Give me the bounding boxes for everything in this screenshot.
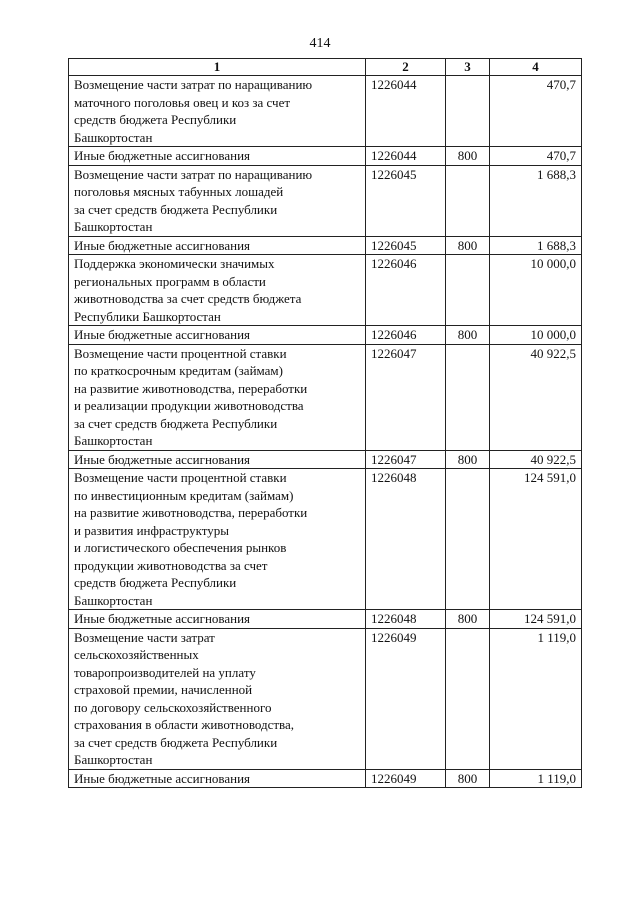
row-name: Возмещение части затрат по наращиванию маточного поголовья овец и коз за счет средств бюджета Республики Башкортостан	[69, 76, 366, 147]
header-col-4: 4	[490, 59, 582, 76]
row-name: Возмещение части процентной ставки по краткосрочным кредитам (займам) на развитие животноводства, переработки и реализации продукции животноводства за счет средств бюджета Республики Башкортостан	[69, 344, 366, 450]
row-amount: 1 688,3	[490, 236, 582, 255]
table-row	[69, 236, 582, 255]
table-row	[69, 610, 582, 629]
table-row	[69, 147, 582, 166]
row-name: Возмещение части процентной ставки по инвестиционным кредитам (займам) на развитие животноводства, переработки и развития инфраструктуры и логистического обеспечения рынков продукции животноводства за счет средств бюджета Республики Башкортостан	[69, 469, 366, 610]
header-col-3: 3	[446, 59, 490, 76]
row-code: 1226048	[366, 469, 446, 610]
row-code: 1226045	[366, 236, 446, 255]
row-expense-type	[446, 255, 490, 326]
table-row	[69, 344, 582, 450]
row-name: Иные бюджетные ассигнования	[69, 147, 366, 166]
row-name: Иные бюджетные ассигнования	[69, 769, 366, 788]
row-amount: 124 591,0	[490, 469, 582, 610]
table-row	[69, 165, 582, 236]
row-expense-type	[446, 76, 490, 147]
row-expense-type: 800	[446, 147, 490, 166]
table-body	[69, 76, 582, 788]
row-expense-type: 800	[446, 769, 490, 788]
row-amount: 10 000,0	[490, 326, 582, 345]
table-row	[69, 326, 582, 345]
row-amount: 1 119,0	[490, 628, 582, 769]
row-expense-type: 800	[446, 236, 490, 255]
row-amount: 10 000,0	[490, 255, 582, 326]
row-amount: 470,7	[490, 76, 582, 147]
table-row	[69, 769, 582, 788]
row-amount: 1 119,0	[490, 769, 582, 788]
row-name: Возмещение части затрат по наращиванию поголовья мясных табунных лошадей за счет средств бюджета Республики Башкортостан	[69, 165, 366, 236]
row-amount: 1 688,3	[490, 165, 582, 236]
row-name: Иные бюджетные ассигнования	[69, 450, 366, 469]
row-expense-type: 800	[446, 450, 490, 469]
row-amount: 470,7	[490, 147, 582, 166]
row-expense-type	[446, 628, 490, 769]
table-row	[69, 76, 582, 147]
row-name: Иные бюджетные ассигнования	[69, 236, 366, 255]
row-amount: 40 922,5	[490, 344, 582, 450]
row-expense-type	[446, 344, 490, 450]
row-name: Иные бюджетные ассигнования	[69, 610, 366, 629]
page-number: 414	[309, 36, 331, 51]
table-header	[69, 59, 582, 76]
row-code: 1226046	[366, 255, 446, 326]
table-row	[69, 255, 582, 326]
row-expense-type	[446, 165, 490, 236]
row-expense-type: 800	[446, 610, 490, 629]
header-row	[69, 59, 582, 76]
row-name: Поддержка экономически значимых региональных программ в области животноводства за счет средств бюджета Республики Башкортостан	[69, 255, 366, 326]
row-code: 1226047	[366, 344, 446, 450]
row-name: Возмещение части затрат сельскохозяйственных товаропроизводителей на уплату страховой премии, начисленной по договору сельскохозяйственного страхования в области животноводства, за счет средств бюджета Республики Башкортостан	[69, 628, 366, 769]
row-code: 1226045	[366, 165, 446, 236]
budget-table	[68, 58, 582, 788]
row-code: 1226047	[366, 450, 446, 469]
row-amount: 124 591,0	[490, 610, 582, 629]
table-row	[69, 469, 582, 610]
header-col-2: 2	[366, 59, 446, 76]
header-col-1: 1	[69, 59, 366, 76]
row-expense-type	[446, 469, 490, 610]
table-row	[69, 628, 582, 769]
table-row	[69, 450, 582, 469]
row-name: Иные бюджетные ассигнования	[69, 326, 366, 345]
row-expense-type: 800	[446, 326, 490, 345]
row-amount: 40 922,5	[490, 450, 582, 469]
row-code: 1226049	[366, 769, 446, 788]
row-code: 1226049	[366, 628, 446, 769]
row-code: 1226044	[366, 147, 446, 166]
row-code: 1226046	[366, 326, 446, 345]
row-code: 1226044	[366, 76, 446, 147]
row-code: 1226048	[366, 610, 446, 629]
